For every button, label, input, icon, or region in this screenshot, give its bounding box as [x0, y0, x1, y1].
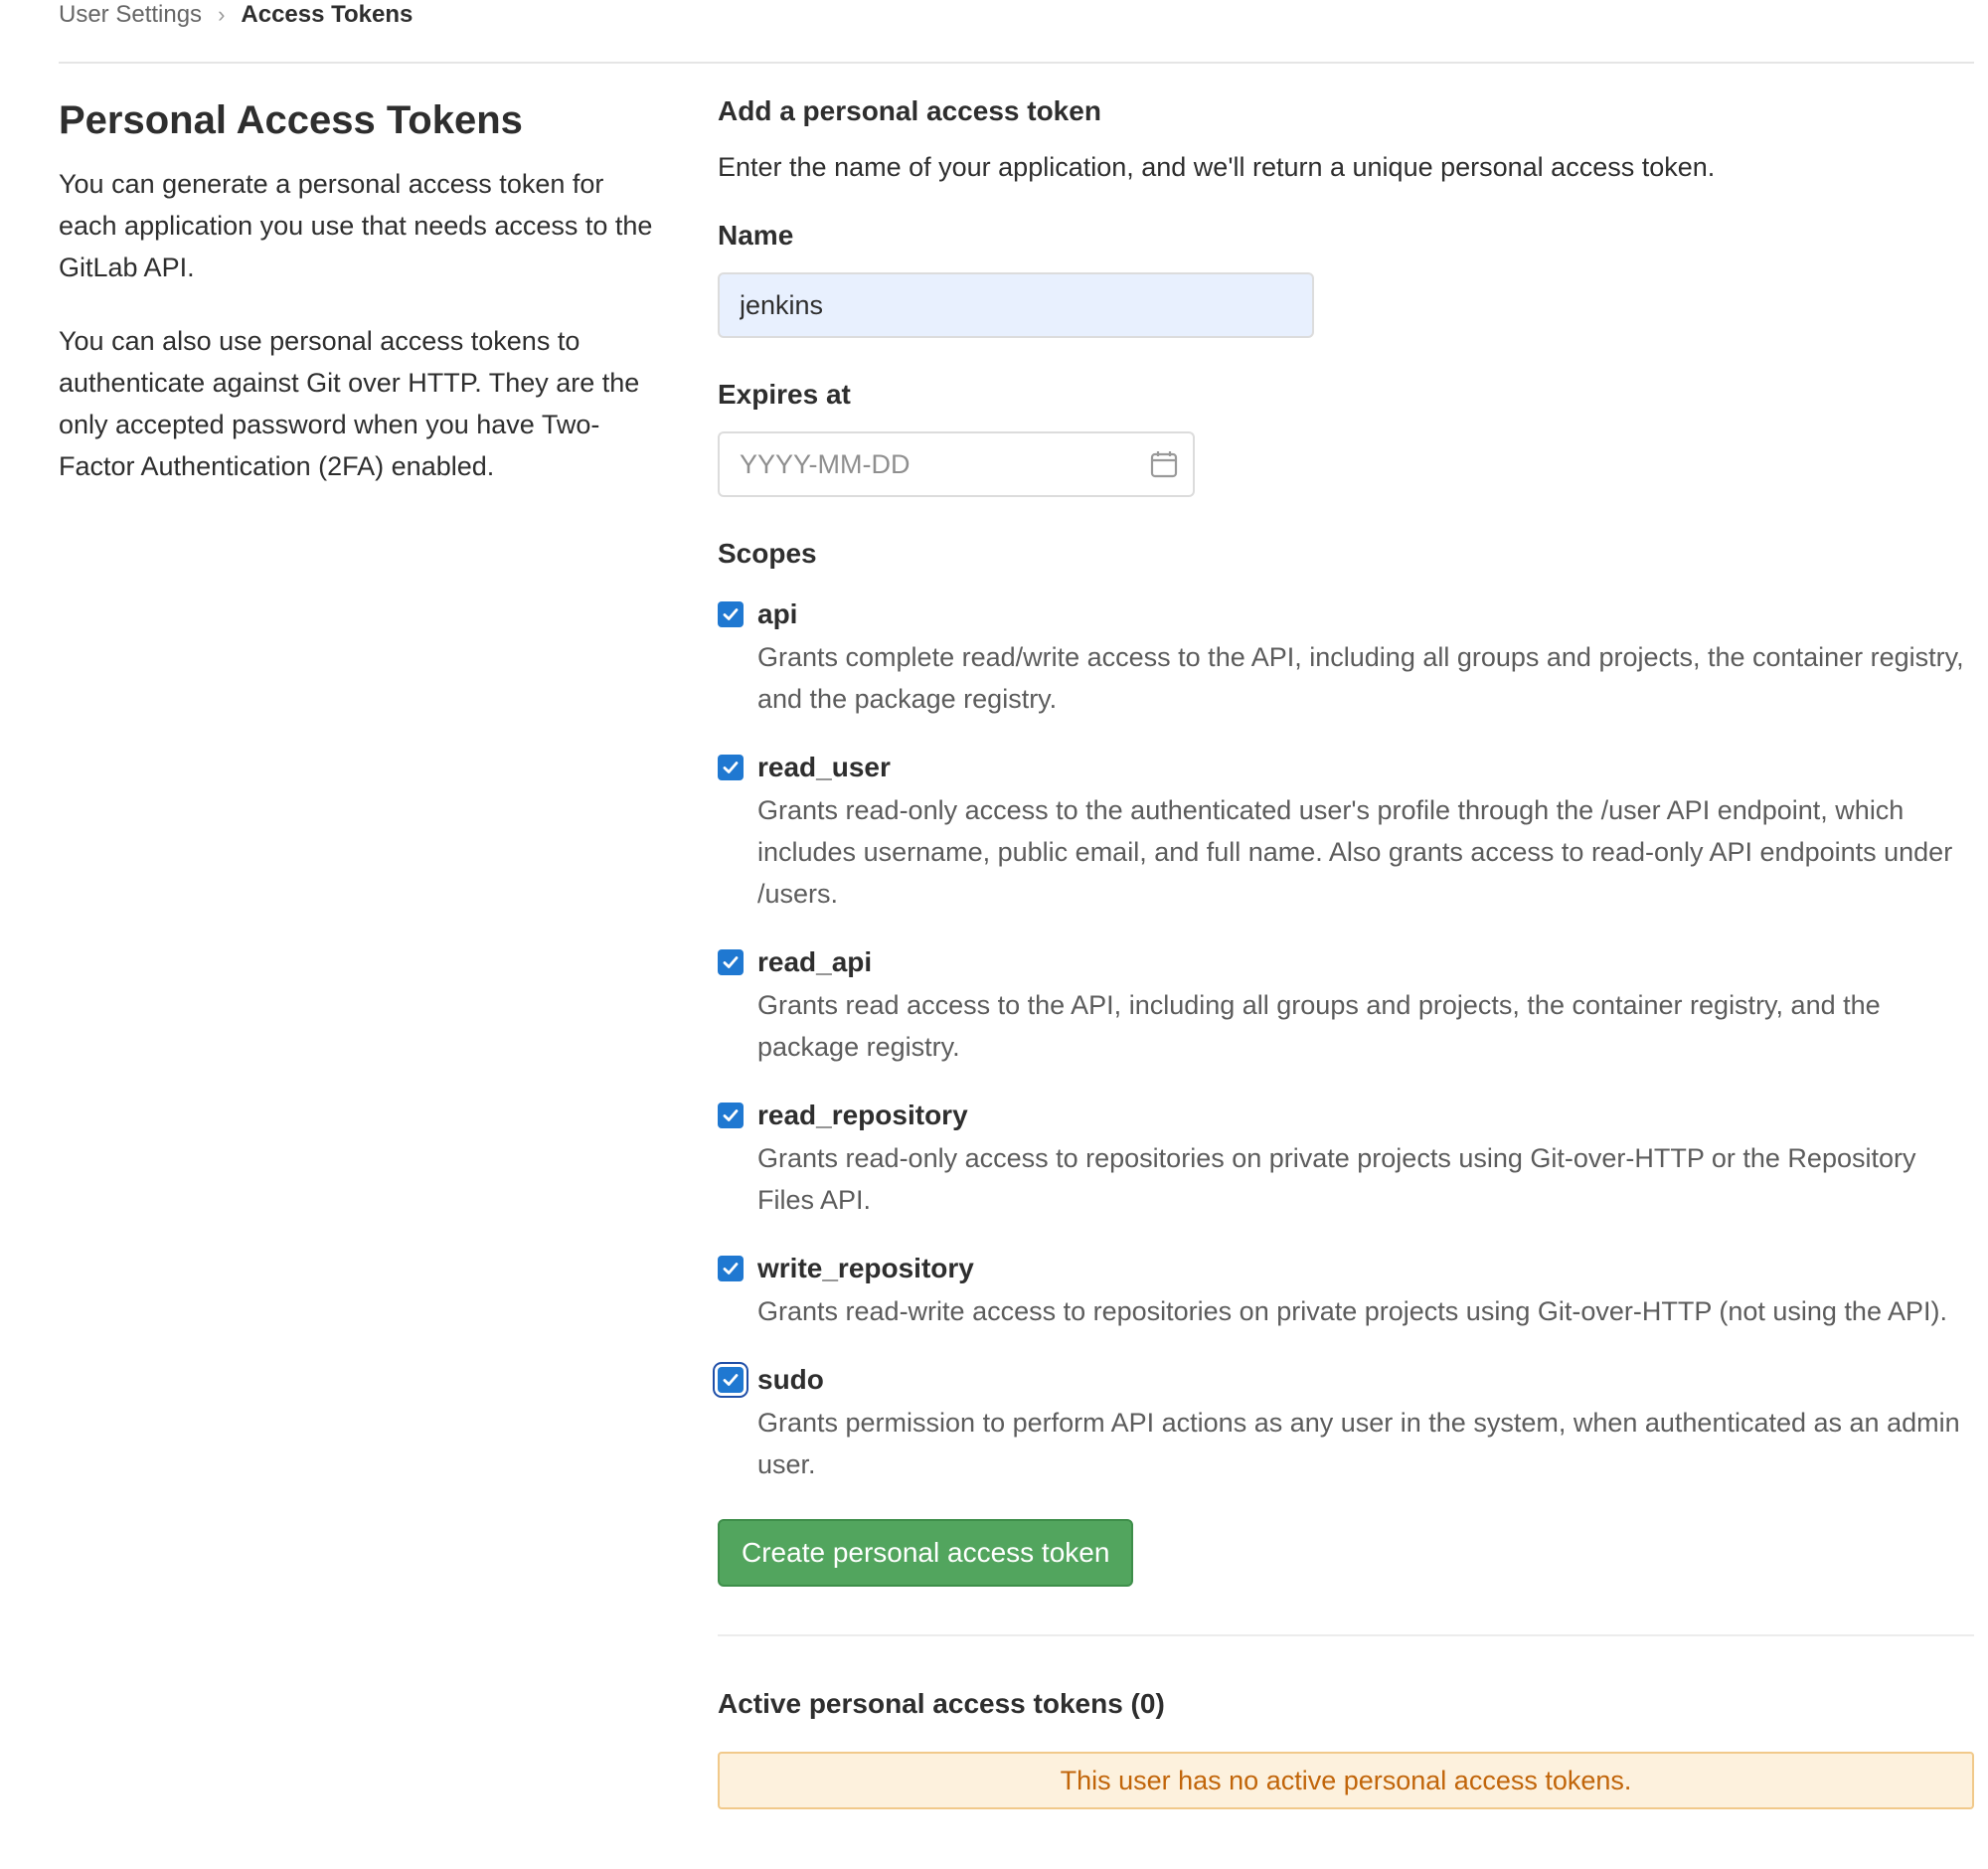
sidebar-info: [59, 95, 665, 519]
name-label: Name: [718, 220, 794, 251]
scope-name: write_repository: [757, 1253, 974, 1283]
expires-label: Expires at: [718, 379, 851, 410]
chevron-right-icon: ›: [218, 2, 226, 27]
breadcrumb-user-settings[interactable]: User Settings: [59, 1, 203, 28]
scopes-label: Scopes: [718, 538, 817, 569]
form-title: Add a personal access token: [718, 95, 1101, 126]
form-intro: Enter the name of your application, and we'll return a unique personal access token.: [718, 152, 1716, 182]
section-divider: [718, 1634, 1974, 1636]
no-tokens-alert: This user has no active personal access tokens.: [718, 1752, 1974, 1809]
scope-api: [718, 595, 1974, 720]
scope-sudo: [718, 1360, 1974, 1485]
token-form-section: [718, 91, 1974, 1809]
active-tokens-title: Active personal access tokens (0): [718, 1688, 1165, 1719]
scope-name: sudo: [757, 1364, 824, 1395]
checkbox-api[interactable]: [718, 601, 744, 627]
expires-field: [718, 431, 1195, 497]
sidebar-paragraph-2: You can also use personal access tokens to authenticate against Git over HTTP. They are the only accepted password when you have Two-Factor Authentication (2FA) enabled.: [59, 326, 640, 481]
scope-description: Grants read access to the API, including all groups and projects, the container registry, and the package registry.: [757, 990, 1881, 1062]
sidebar-paragraph-1: You can generate a personal access token for each application you use that needs access to the GitLab API.: [59, 169, 653, 282]
scope-name: api: [757, 598, 798, 629]
scope-name: read_api: [757, 946, 873, 977]
header-divider: [59, 62, 1974, 64]
scope-read-user: [718, 748, 1974, 915]
name-input[interactable]: [718, 272, 1314, 338]
checkbox-read-api[interactable]: [718, 949, 744, 975]
create-token-button[interactable]: Create personal access token: [718, 1519, 1133, 1587]
checkbox-read-repository[interactable]: [718, 1103, 744, 1128]
scope-description: Grants read-only access to the authenticated user's profile through the /user API endpoint, which includes username, public email, and full name. Also grants access to read-only API endpoints under /users.: [757, 795, 1953, 909]
scope-write-repository: [718, 1249, 1974, 1332]
breadcrumb-current: Access Tokens: [241, 1, 414, 28]
calendar-icon[interactable]: [1149, 449, 1179, 479]
scope-description: Grants permission to perform API actions as any user in the system, when authenticated as an admin user.: [757, 1408, 1960, 1479]
checkbox-sudo[interactable]: [718, 1367, 744, 1393]
scope-read-repository: [718, 1096, 1974, 1221]
scope-read-api: [718, 942, 1974, 1068]
scope-description: Grants read-only access to repositories on private projects using Git-over-HTTP or the Repository Files API.: [757, 1143, 1916, 1215]
breadcrumb: [59, 0, 413, 62]
expires-input[interactable]: [718, 431, 1195, 497]
scope-description: Grants read-write access to repositories on private projects using Git-over-HTTP (not using the API).: [757, 1296, 1947, 1326]
page-title: Personal Access Tokens: [59, 98, 523, 142]
scope-description: Grants complete read/write access to the API, including all groups and projects, the container registry, and the package registry.: [757, 642, 1964, 714]
checkbox-read-user[interactable]: [718, 755, 744, 780]
scope-name: read_user: [757, 752, 891, 782]
scope-name: read_repository: [757, 1100, 968, 1130]
checkbox-write-repository[interactable]: [718, 1256, 744, 1281]
